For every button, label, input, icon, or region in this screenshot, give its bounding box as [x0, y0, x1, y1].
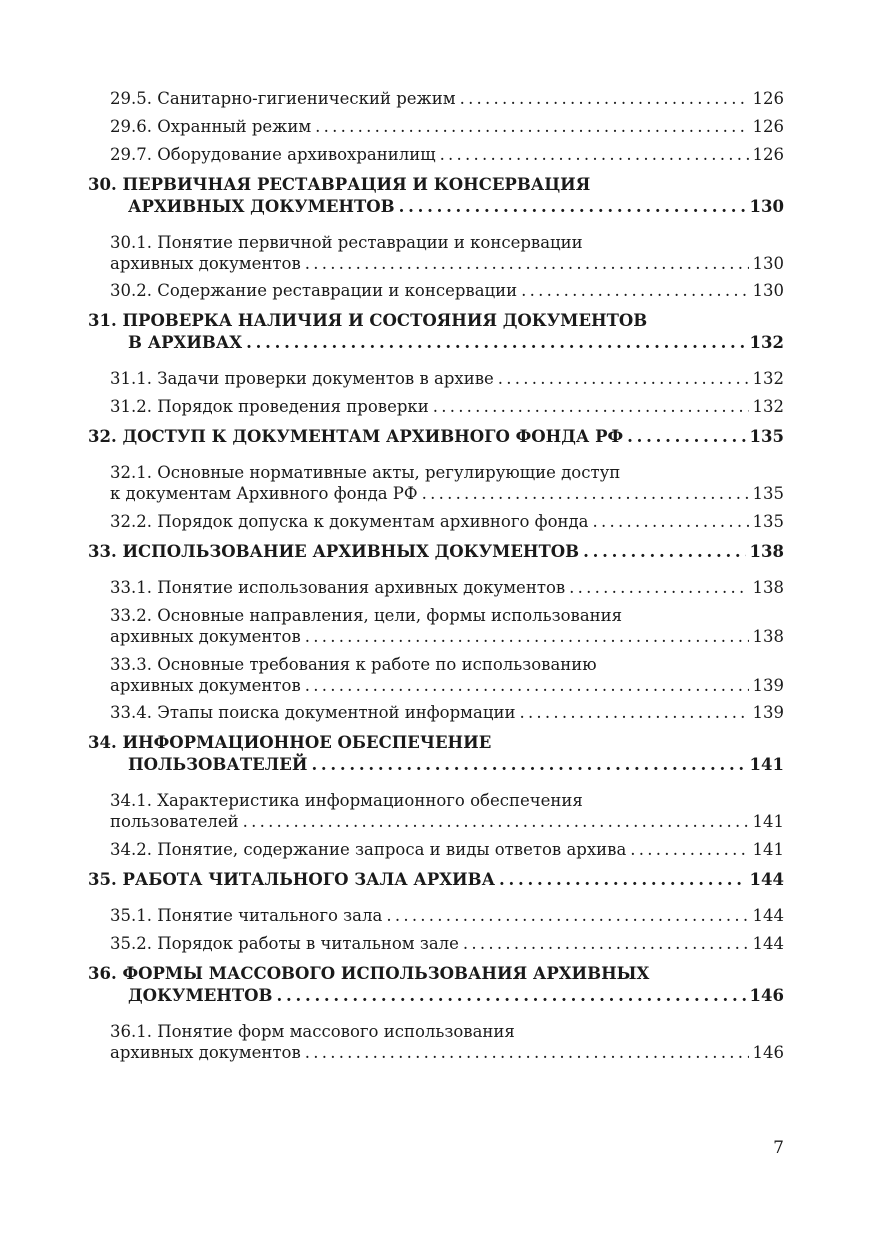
- toc-line: [110, 280, 784, 301]
- entry-title: 32. ДОСТУП К ДОКУМЕНТАМ АРХИВНОГО ФОНДА РФ: [88, 427, 624, 447]
- entry-page: 126: [752, 144, 784, 164]
- table-of-contents: [88, 88, 784, 1070]
- entry-title-line: 33.2. Основные направления, цели, формы использования: [110, 605, 623, 625]
- entry-title: пользователей: [110, 812, 239, 832]
- toc-subsection: [88, 368, 784, 389]
- entry-page: 126: [752, 116, 784, 136]
- dot-leader: [627, 426, 745, 448]
- toc-subsection: [88, 232, 784, 274]
- toc-subsection: [88, 605, 784, 647]
- dot-leader: [463, 933, 749, 954]
- entry-page: 144: [752, 906, 784, 926]
- dot-leader: [498, 368, 749, 389]
- dot-leader: [399, 196, 746, 218]
- entry-title: 33.4. Этапы поиска документной информации: [110, 703, 516, 723]
- dot-leader: [440, 144, 749, 165]
- chapter-title-line: 31. ПРОВЕРКА НАЛИЧИЯ И СОСТОЯНИЯ ДОКУМЕНТОВ: [88, 311, 648, 331]
- entry-title: 33.1. Понятие использования архивных документов: [110, 577, 566, 597]
- entry-page: 135: [752, 484, 784, 504]
- dot-leader: [569, 577, 748, 598]
- dot-leader: [246, 332, 745, 354]
- entry-title: 29.7. Оборудование архивохранилищ: [110, 144, 436, 164]
- dot-leader: [519, 702, 748, 723]
- entry-title: 33. ИСПОЛЬЗОВАНИЕ АРХИВНЫХ ДОКУМЕНТОВ: [88, 541, 580, 561]
- toc-line: [110, 1042, 784, 1063]
- entry-page: 130: [752, 253, 784, 273]
- dot-leader: [521, 280, 748, 301]
- toc-subsection: [88, 88, 784, 109]
- chapter-title-line: 36. ФОРМЫ МАССОВОГО ИСПОЛЬЗОВАНИЯ АРХИВНЫХ: [88, 963, 650, 983]
- toc-subsection: [88, 654, 784, 696]
- toc-line: [88, 869, 784, 891]
- entry-title: 29.5. Санитарно-гигиенический режим: [110, 89, 456, 108]
- entry-page: 139: [752, 703, 784, 723]
- entry-page: 139: [752, 675, 784, 695]
- toc-subsection: [88, 839, 784, 860]
- entry-title: В АРХИВАХ: [128, 333, 243, 353]
- entry-page: 132: [749, 333, 784, 353]
- toc-line: [110, 702, 784, 723]
- toc-subsection: [88, 462, 784, 504]
- dot-leader: [305, 253, 749, 274]
- entry-title: 29.6. Охранный режим: [110, 116, 312, 136]
- entry-title: ПОЛЬЗОВАТЕЛЕЙ: [128, 755, 308, 775]
- entry-page: 146: [749, 985, 784, 1005]
- entry-title-line: 32.1. Основные нормативные акты, регулирующие доступ: [110, 463, 621, 483]
- page-number: 7: [773, 1138, 784, 1158]
- toc-subsection: [88, 511, 784, 532]
- toc-subsection: [88, 933, 784, 954]
- entry-title: 32.2. Порядок допуска к документам архивного фонда: [110, 511, 589, 531]
- dot-leader: [433, 396, 749, 417]
- toc-chapter: [88, 310, 784, 354]
- dot-leader: [460, 88, 749, 109]
- entry-page: 130: [752, 281, 784, 301]
- toc-line: [88, 541, 784, 563]
- entry-title: 35.1. Понятие читального зала: [110, 906, 383, 926]
- toc-line: [110, 577, 784, 598]
- entry-title: 31.1. Задачи проверки документов в архиве: [110, 369, 494, 389]
- dot-leader: [583, 541, 745, 563]
- dot-leader: [422, 483, 749, 504]
- toc-line: [110, 483, 784, 504]
- toc-line: [88, 332, 784, 354]
- toc-line: [88, 754, 784, 776]
- toc-chapter: [88, 869, 784, 891]
- toc-chapter: [88, 732, 784, 776]
- toc-line: [88, 426, 784, 448]
- entry-page: 135: [752, 511, 784, 531]
- entry-page: 135: [749, 427, 784, 447]
- toc-line: [110, 905, 784, 926]
- toc-line: [110, 839, 784, 860]
- toc-line: [110, 368, 784, 389]
- toc-subsection: [88, 905, 784, 926]
- toc-chapter: [88, 963, 784, 1007]
- entry-title-line: 33.3. Основные требования к работе по использованию: [110, 654, 597, 674]
- dot-leader: [386, 905, 748, 926]
- toc-subsection: [88, 1021, 784, 1063]
- toc-line: [110, 396, 784, 417]
- toc-chapter: [88, 426, 784, 448]
- entry-page: 126: [752, 89, 784, 108]
- entry-page: 138: [752, 626, 784, 646]
- entry-title: 30.2. Содержание реставрации и консервации: [110, 281, 518, 301]
- entry-page: 146: [752, 1042, 784, 1062]
- entry-page: 141: [749, 755, 784, 775]
- dot-leader: [311, 754, 745, 776]
- entry-title: архивных документов: [110, 1042, 301, 1062]
- toc-line: [110, 144, 784, 165]
- entry-title: 34.2. Понятие, содержание запроса и виды ответов архива: [110, 840, 627, 860]
- entry-title: 35.2. Порядок работы в читальном зале: [110, 933, 459, 953]
- toc-chapter: [88, 541, 784, 563]
- chapter-title-line: 30. ПЕРВИЧНАЯ РЕСТАВРАЦИЯ И КОНСЕРВАЦИЯ: [88, 174, 591, 194]
- entry-page: 141: [752, 812, 784, 832]
- toc-subsection: [88, 280, 784, 301]
- entry-title: архивных документов: [110, 626, 301, 646]
- toc-line: [110, 675, 784, 696]
- toc-line: [110, 116, 784, 137]
- toc-subsection: [88, 396, 784, 417]
- toc-line: [110, 253, 784, 274]
- toc-subsection: [88, 577, 784, 598]
- dot-leader: [276, 985, 745, 1007]
- toc-line: [110, 933, 784, 954]
- toc-subsection: [88, 116, 784, 137]
- entry-title-line: 34.1. Характеристика информационного обеспечения: [110, 791, 583, 811]
- entry-page: 144: [752, 933, 784, 953]
- entry-page: 138: [752, 577, 784, 597]
- toc-line: [110, 626, 784, 647]
- dot-leader: [499, 869, 746, 891]
- entry-title: 31.2. Порядок проведения проверки: [110, 397, 429, 417]
- toc-line: [110, 811, 784, 832]
- dot-leader: [630, 839, 748, 860]
- entry-page: 141: [752, 840, 784, 860]
- entry-page: 138: [749, 541, 784, 561]
- entry-title: 35. РАБОТА ЧИТАЛЬНОГО ЗАЛА АРХИВА: [88, 870, 496, 890]
- toc-line: [88, 196, 784, 218]
- entry-page: 132: [752, 397, 784, 417]
- entry-page: 132: [752, 369, 784, 389]
- entry-title: архивных документов: [110, 675, 301, 695]
- entry-title: ДОКУМЕНТОВ: [128, 985, 273, 1005]
- dot-leader: [305, 626, 749, 647]
- entry-page: 130: [749, 196, 784, 216]
- toc-subsection: [88, 790, 784, 832]
- entry-title-line: 30.1. Понятие первичной реставрации и консервации: [110, 232, 583, 252]
- entry-page: 144: [749, 870, 784, 890]
- toc-subsection: [88, 702, 784, 723]
- toc-line: [88, 985, 784, 1007]
- entry-title: к документам Архивного фонда РФ: [110, 484, 418, 504]
- dot-leader: [593, 511, 749, 532]
- entry-title-line: 36.1. Понятие форм массового использования: [110, 1021, 515, 1041]
- dot-leader: [243, 811, 749, 832]
- dot-leader: [315, 116, 748, 137]
- toc-line: [110, 88, 784, 109]
- toc-line: [110, 511, 784, 532]
- entry-title: архивных документов: [110, 253, 301, 273]
- chapter-title-line: 34. ИНФОРМАЦИОННОЕ ОБЕСПЕЧЕНИЕ: [88, 733, 492, 753]
- dot-leader: [305, 675, 749, 696]
- entry-title: АРХИВНЫХ ДОКУМЕНТОВ: [128, 196, 395, 216]
- dot-leader: [305, 1042, 749, 1063]
- toc-chapter: [88, 174, 784, 218]
- toc-subsection: [88, 144, 784, 165]
